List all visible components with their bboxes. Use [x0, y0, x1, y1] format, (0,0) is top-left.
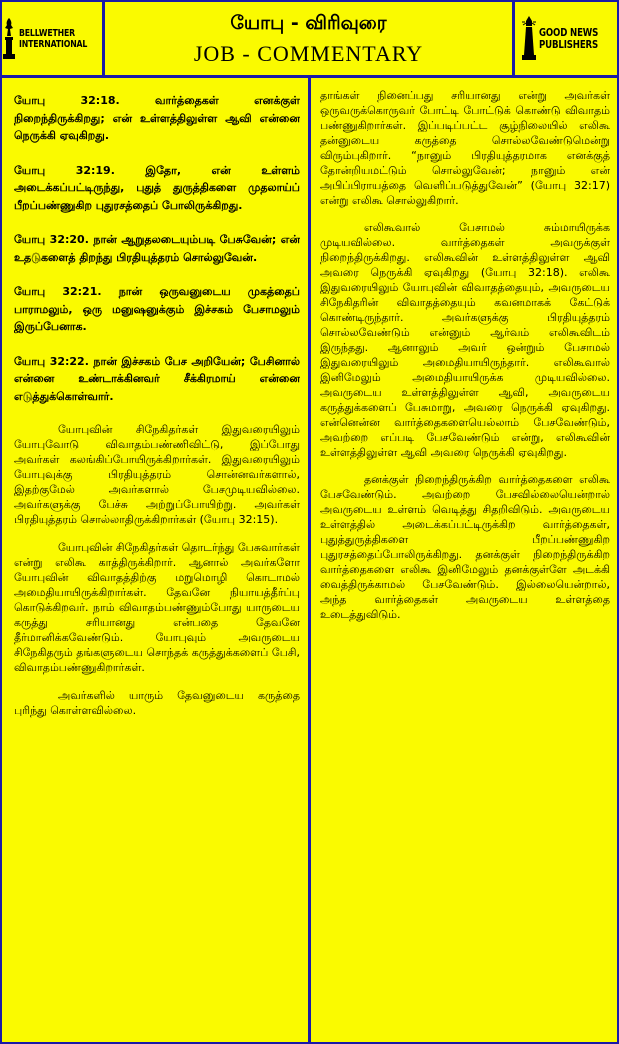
commentary-paragraph: எலிகூவால் பேசாமல் சும்மாயிருக்க முடியவில்லை. வார்த்தைகள் அவருக்குள் நிறைந்திருக்கிறது. எலிகூவின் உள்ளத்திலுள்ள ஆவி அவரை நெருக்கி ஏவுகிறது (யோபு 32:18). எலிகூ இதுவரையிலும் யோபுவின் விவாதத்தையும், அவருடைய சிநேகிதரின் விவாதத்தையும் கவனமாகக் கேட்டுக் கொண்டிருந்தார். அவர்களுக்கு பிரதியுத்தரம் சொல்லவேண்டும் என்னும் ஆர்வம் எலிகூவிடம் இருந்தது. ஆனாலும் அவர் ஒன்றும் பேசாமல் இதுவரையிலும் அமைதியாயிருந்தார். எலிகூவால் இனிமேலும் அமைதியாயிருக்க முடியவில்லை. அவருடைய உள்ளத்திலுள்ள ஆவி, அவருடைய கருத்துக்களைப் பேசுமாறு, அவரை நெருக்கி ஏவுகிறது. என்னென்ன வார்த்தைகளையெல்லாம் பேசவேண்டும், அவற்றை எப்படி பேசவேண்டும் என்று, எலிகூவின் உள்ளத்திலுள்ள ஆவி அவரை நெருக்கி ஏவுகிறது. — [320, 221, 610, 459]
title-english: JOB - COMMENTARY — [193, 41, 424, 66]
left-column — [14, 78, 300, 1042]
bellwether-logo-text: BELLWETHER INTERNATIONAL — [19, 27, 88, 50]
verse-32-20: யோபு 32:20. நான் ஆறுதலடையும்படி பேசுவேன்; என் உதடுகளைத் திறந்து பிரதியுத்தரம் சொல்லுவேன். — [14, 233, 300, 264]
right-column — [320, 78, 610, 1042]
bellwether-ram-icon — [1, 16, 17, 62]
verse-32-22: யோபு 32:22. நான் இச்சகம் பேச அறியேன்; பேசினால் என்னை உண்டாக்கினவர் சீக்கிரமாய் என்னை எடுத்துக்கொள்வார். — [14, 354, 300, 403]
title-tamil: யோபு - விரிவுரை — [230, 12, 387, 34]
verse-32-21: யோபு 32:21. நான் ஒருவனுடைய முகத்தைப் பாராமலும், ஒரு மனுஷனுக்கும் இச்சகம் பேசாமலும் இருப்பேனாக. — [14, 285, 300, 333]
header — [2, 2, 617, 78]
lighthouse-icon — [521, 15, 537, 63]
verse-32-18: யோபு 32:18. வார்த்தைகள் எனக்குள் நிறைந்திருக்கிறது; என் உள்ளத்திலுள்ள ஆவி என்னை நெருக்கி ஏவுகிறது. — [14, 94, 300, 142]
verse-32-19: யோபு 32:19. இதோ, என் உள்ளம் அடைக்கப்பட்டிருந்து, புதுத் துருத்திகளை முதலாய்ப் பீறப்பண்ணுகிற புதுரசத்தைப் போலிருக்கிறது. — [14, 163, 300, 212]
commentary-paragraph: அவர்களில் யாரும் தேவனுடைய கருத்தை புரிந்து கொள்ளவில்லை. — [14, 689, 300, 717]
commentary-paragraph: தனக்குள் நிறைந்திருக்கிற வார்த்தைகளை எலிகூ பேசவேண்டும். அவற்றை பேசவில்லையென்றால் அவருடைய உள்ளம் வெடித்து சிதறிவிடும். அவருடைய உள்ளத்தில் அடைக்கப்பட்டிருக்கிற வார்த்தைகள், புதுத்துருத்திகளை பீறப்பண்ணுகிற புதுரசத்தைப்போலிருக்கிறது. தனக்குள் நிறைந்திருக்கிற வார்த்தைகளை எலிகூ இனிமேலும் தனக்குள்ளே அடக்கி வைத்திருக்காமல் பேசவேண்டும். இல்லையென்றால், அந்த வார்த்தைகள் அவருடைய உள்ளத்தை உடைத்துவிடும். — [320, 473, 610, 621]
commentary-paragraph: யோபுவின் சிநேகிதர்கள் இதுவரையிலும் யோபுவோடு விவாதம்பண்ணிவிட்டு, இப்போது அவர்கள் கலங்கிப்போயிருக்கிறார்கள். இதுவரையிலும் யோபுவுக்கு பிரதியுத்தரம் சொன்னவர்களால், இதற்குமேல் அவர்களால் பேசமுடியவில்லை. அவர்களுக்கு பேச்சு அற்றுப்போயிற்று. அவர்கள் பிரதியுத்தரம் சொல்லாதிருக்கிறார்கள் (யோபு 32:15). — [14, 423, 300, 526]
commentary-paragraph: யோபுவின் சிநேகிதர்கள் தொடர்ந்து பேசுவார்கள் என்று எலிகூ காத்திருக்கிறார். ஆனால் அவர்களோ யோபுவின் விவாதத்திற்கு மறுமொழி கொடாமல் அமைதியாயிருக்கிறார்கள். தேவனே நியாயத்தீர்ப்பு கொடுக்கிறவர். நாம் விவாதம்பண்ணும்போது யாருடைய கருத்து சரியானது என்பதை தேவனே தீர்மானிக்கவேண்டும். யோபுவும் அவருடைய சிநேகிதரும் தங்களுடைய சொந்தக் கருத்துக்களைப் பேசி, விவாதம்பண்ணுகிறார்கள். — [14, 541, 300, 674]
good-news-logo-text: GOOD NEWS PUBLISHERS — [538, 26, 599, 51]
column-divider — [308, 78, 311, 1042]
commentary-paragraph: தாங்கள் நினைப்பது சரியானது என்று அவர்கள் ஒருவருக்கொருவர் போட்டி போட்டுக் கொண்டு விவாதம் பண்ணுகிறார்கள். இப்படிப்பட்ட சூழ்நிலையில் எலிகூ தன்னுடைய கருத்தை சொல்லவேண்டுமென்று விரும்புகிறார். “நானும் பிரதியுத்தரமாக எனக்குத் தோன்றியமட்டும் சொல்லுவேன்; நானும் என் அபிப்பிராயத்தை வெளிப்படுத்துவேன்” (யோபு 32:17) என்று எலிகூ சொல்லுகிறார். — [320, 89, 610, 207]
bellwether-logo — [2, 2, 105, 75]
good-news-logo — [512, 2, 617, 75]
title-block — [105, 2, 512, 75]
